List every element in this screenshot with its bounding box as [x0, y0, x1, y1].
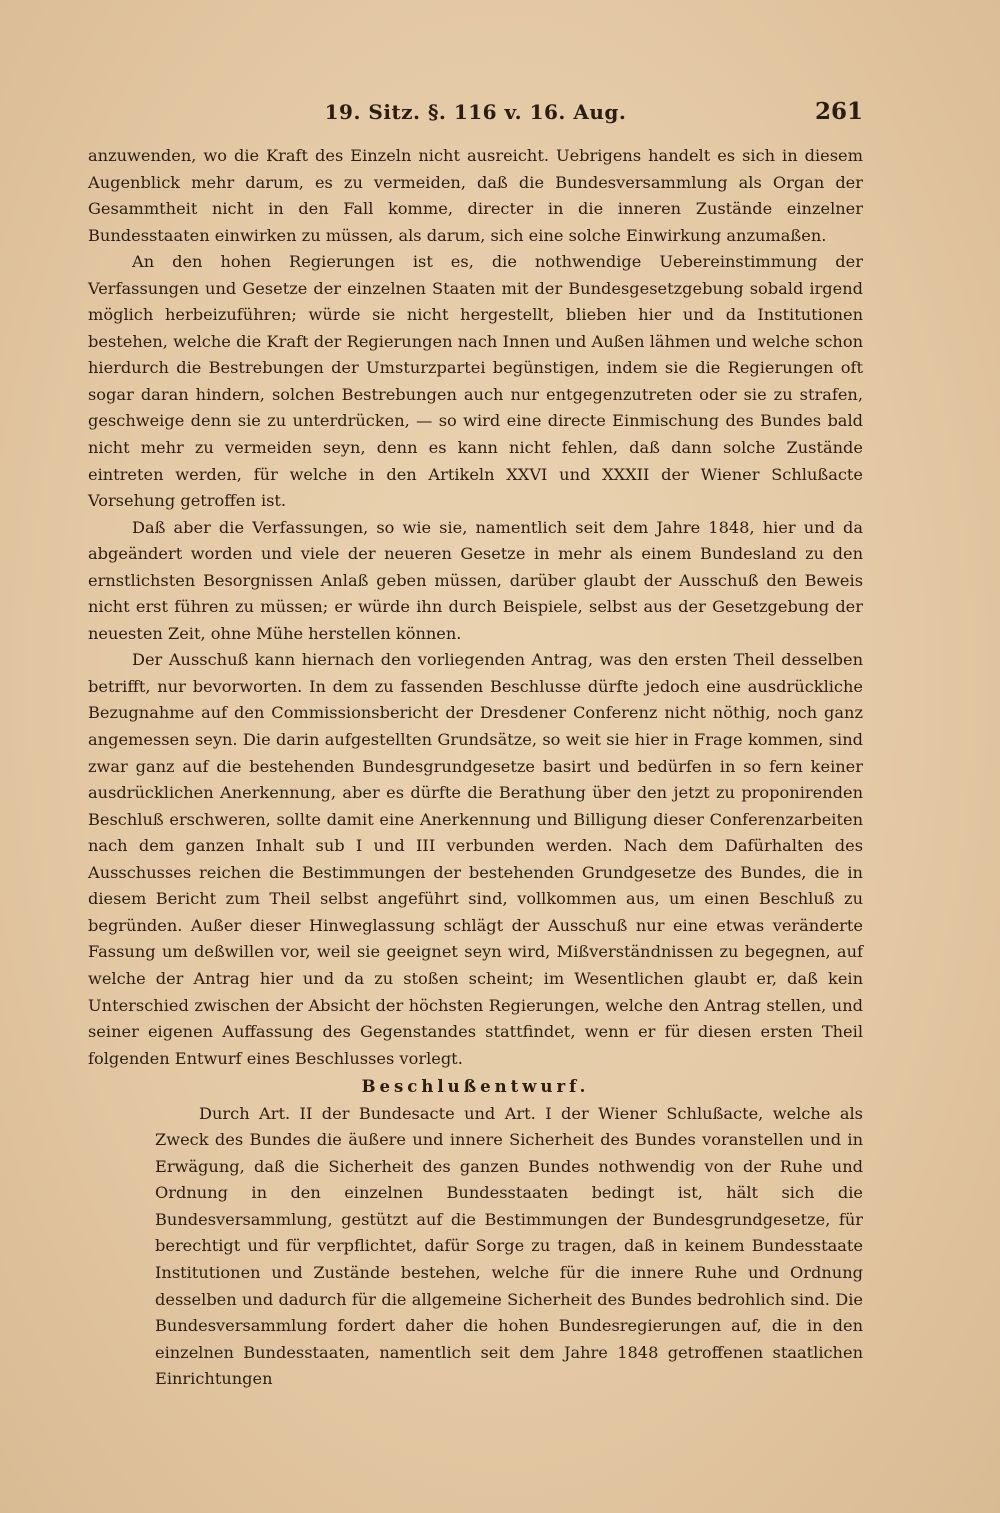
- section-title: Beschlußentwurf.: [361, 1077, 590, 1097]
- paragraph-continuation: anzuwenden, wo die Kraft des Einzeln nicht ausreicht. Uebrigens handelt es sich in diesem Augenblick mehr darum, es zu vermeiden, daß die Bundesversammlung als Organ der Gesammtheit nicht in den Fall komme, directer in die inneren Zustände einzelner Bundesstaaten einwirken zu müssen, als darum, sich eine solche Einwirkung anzumaßen.: [88, 146, 863, 245]
- resolution-text: Durch Art. II der Bundesacte und Art. I der Wiener Schlußacte, welche als Zweck des Bundes die äußere und innere Sicherheit des Bundes voranstellen und in Erwägung, daß die Sicherheit des ganzen Bundes nothwendig von der Ruhe und Ordnung in den einzelnen Bundesstaaten bedingt ist, hält sich die Bundesversammlung, gestützt auf die Bestimmungen der Bundesgrundgesetze, für berechtigt und für verpflichtet, dafür Sorge zu tragen, daß in keinem Bundesstaate Institutionen und Zustände bestehen, welche für die innere Ruhe und Ordnung desselben und dadurch für die allgemeine Sicherheit des Bundes bedrohlich sind. Die Bundesversammlung fordert daher die hohen Bundesregierungen auf, die in den einzelnen Bundesstaaten, namentlich seit dem Jahre 1848 getroffenen staatlichen Einrichtungen: [155, 1103, 863, 1389]
- page-header: [88, 98, 863, 132]
- resolution-block: [155, 1101, 863, 1393]
- page-body: [88, 143, 863, 1393]
- running-head: 19. Sitz. §. 116 v. 16. Aug.: [324, 100, 627, 124]
- paragraph: Der Ausschuß kann hiernach den vorliegenden Antrag, was den ersten Theil desselben betrifft, nur bevorworten. In dem zu fassenden Beschlusse dürfte jedoch eine ausdrückliche Bezugnahme auf den Commissionsbericht der Dresdener Conferenz nicht nöthig, noch ganz angemessen seyn. Die darin aufgestellten Grundsätze, so weit sie hier in Frage kommen, sind zwar ganz auf die bestehenden Bundesgrundgesetze basirt und bedürfen in so fern keiner ausdrücklichen Anerkennung, aber es dürfte die Berathung über den jetzt zu proponirenden Beschluß erschweren, sollte damit eine Anerkennung und Billigung dieser Conferenzarbeiten nach dem ganzen Inhalt sub I und III verbunden werden. Nach dem Dafürhalten des Ausschusses reichen die Bestimmungen der bestehenden Grundgesetze des Bundes, die in diesem Bericht zum Theil selbst angeführt sind, vollkommen aus, um einen Beschluß zu begründen. Außer dieser Hinweglassung schlägt der Ausschuß nur eine etwas veränderte Fassung um deßwillen vor, weil sie geeignet seyn wird, Mißverständnissen zu begegnen, auf welche der Antrag hier und da zu stoßen scheint; im Wesentlichen glaubt er, daß kein Unterschied zwischen der Absicht der höchsten Regierungen, welche den Antrag stellen, und seiner eigenen Auffassung des Gegenstandes stattfindet, wenn er für diesen ersten Theil folgenden Entwurf eines Beschlusses vorlegt.: [88, 650, 863, 1068]
- paragraph: An den hohen Regierungen ist es, die nothwendige Uebereinstimmung der Verfassungen und Gesetze der einzelnen Staaten mit der Bundesgesetzgebung sobald irgend möglich herbeizuführen; würde sie nicht hergestellt, blieben hier und da Institutionen bestehen, welche die Kraft der Regierungen nach Innen und Außen lähmen und welche schon hierdurch die Bestrebungen der Umsturzpartei begünstigen, indem sie die Regierungen oft sogar daran hindern, solchen Bestrebungen auch nur entgegenzutreten oder sie zu strafen, geschweige denn sie zu unterdrücken, — so wird eine directe Einmischung des Bundes bald nicht mehr zu vermeiden seyn, denn es kann nicht fehlen, daß dann solche Zustände eintreten werden, für welche in den Artikeln XXVI und XXXII der Wiener Schlußacte Vorsehung getroffen ist.: [88, 252, 863, 511]
- paragraph: Daß aber die Verfassungen, so wie sie, namentlich seit dem Jahre 1848, hier und da abgeändert worden und viele der neueren Gesetze in mehr als einem Bundesland zu den ernstlichsten Besorgnissen Anlaß geben müssen, darüber glaubt der Ausschuß den Beweis nicht erst führen zu müssen; er würde ihn durch Beispiele, selbst aus der Gesetzgebung der neuesten Zeit, ohne Mühe herstellen können.: [88, 517, 863, 643]
- page-number: 261: [814, 98, 863, 125]
